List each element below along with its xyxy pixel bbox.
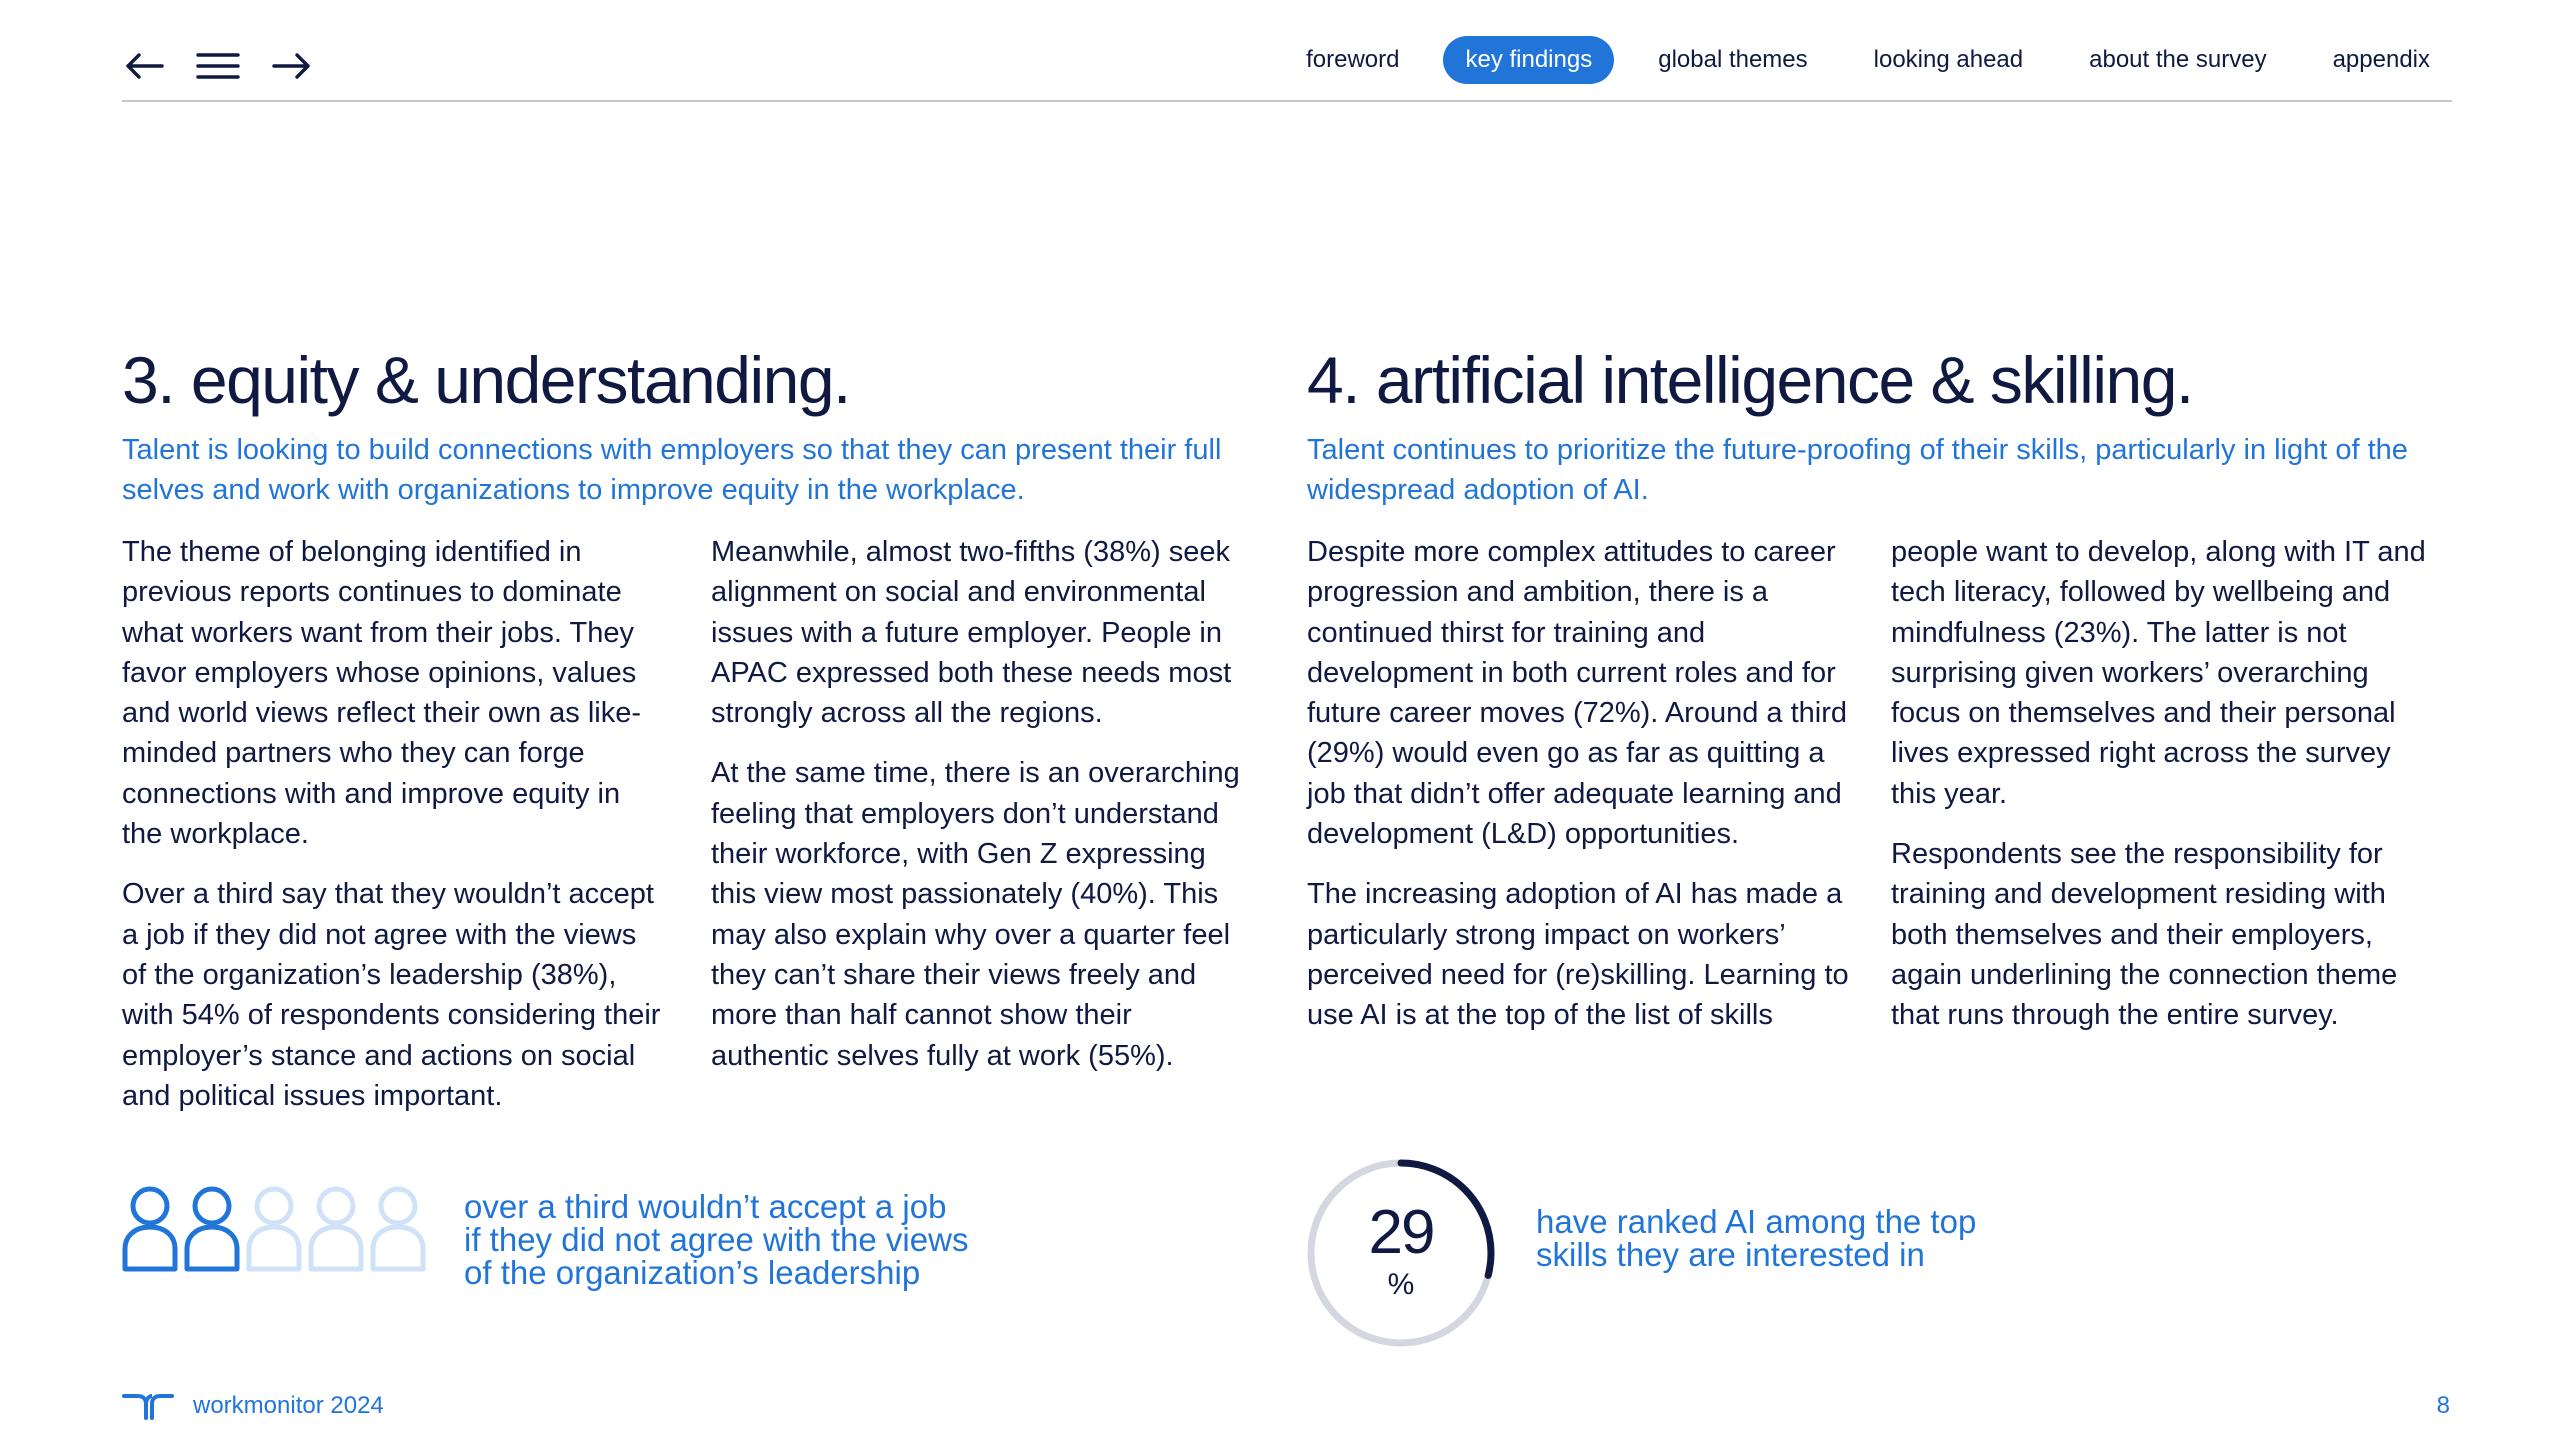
hamburger-menu-icon[interactable] [196, 48, 240, 84]
stat-caption-line: of the organization’s leadership [464, 1254, 921, 1291]
stat-caption-line: have ranked AI among the top [1536, 1203, 1977, 1240]
body-column-2 [711, 532, 1252, 1136]
person-icon [244, 1185, 304, 1273]
body-paragraph: Despite more complex attitudes to career progression and ambition, there is a continued thirst for training and development in both current roles and for future career moves (72%). Around a third (29%) would even go as far as quitting a job that didn’t offer adequate learning and development (L&D) opportunities. [1307, 536, 1847, 851]
page-number: 8 [2436, 1392, 2450, 1419]
stat-caption-line: skills they are interested in [1536, 1236, 1925, 1273]
arrow-right-icon[interactable] [270, 48, 314, 84]
arrow-left-icon[interactable] [122, 48, 166, 84]
body-columns [122, 532, 1252, 1136]
body-paragraph: The increasing adoption of AI has made a particularly strong impact on workers’ perceived need for (re)skilling. Learning to use AI is at the top of the list of skills [1307, 878, 1849, 1032]
tab-foreword[interactable]: foreword [1306, 46, 1400, 73]
person-icon [182, 1185, 242, 1273]
donut-unit: % [1387, 1268, 1415, 1301]
section-tabs [1262, 36, 2452, 84]
person-icon [120, 1185, 180, 1273]
body-column-1 [122, 532, 663, 1136]
section-lead: Talent is looking to build connections with employers so that they can present their full selves and work with organizations to improve equity in the workplace. [122, 434, 1222, 506]
stat-caption-ai [1536, 1205, 2096, 1271]
tab-about-the-survey[interactable]: about the survey [2089, 46, 2267, 73]
person-icon [368, 1185, 428, 1273]
section-equity-understanding [122, 340, 1252, 1136]
section-lead: Talent continues to prioritize the future-proofing of their skills, particularly in light of the widespread adoption of AI. [1307, 434, 2408, 506]
stat-caption-leadership [464, 1190, 1024, 1289]
body-columns [1307, 532, 2437, 1056]
body-paragraph: Meanwhile, almost two-fifths (38%) seek alignment on social and environmental issues with a future employer. People in APAC expressed both these needs most strongly across all the regions. [711, 536, 1232, 730]
nav-icon-group [122, 48, 314, 84]
tab-global-themes[interactable]: global themes [1658, 46, 1808, 73]
footer-label: workmonitor 2024 [193, 1392, 384, 1419]
stat-caption-line: if they did not agree with the views [464, 1221, 969, 1258]
tab-looking-ahead[interactable]: looking ahead [1873, 46, 2024, 73]
body-paragraph: At the same time, there is an overarching feeling that employers don’t understand their workforce, with Gen Z expressing this view most passionately (40%). This may also explain why over a quarter feel they can’t share their views freely and more than half cannot show their authentic selves fully at work (55%). [711, 757, 1240, 1072]
top-navigation-bar [122, 30, 2452, 102]
randstad-logo-icon [122, 1392, 174, 1420]
body-paragraph: Respondents see the responsibility for training and development residing with both themselves and their employers, again underlining the connection theme that runs through the entire survey. [1891, 838, 2398, 1032]
body-column-1 [1307, 532, 1853, 1056]
tab-appendix[interactable]: appendix [2332, 46, 2430, 73]
donut-value: 29 [1368, 1198, 1434, 1267]
body-column-2 [1891, 532, 2437, 1056]
stat-caption-line: over a third wouldn’t accept a job [464, 1188, 947, 1225]
body-paragraph: Over a third say that they wouldn’t accept a job if they did not agree with the views of the organization’s leadership (38%), with 54% of respondents considering their employer’s stance and actions on social and political issues important. [122, 878, 661, 1112]
people-pictogram [120, 1185, 428, 1273]
tab-key-findings[interactable]: key findings [1443, 36, 1614, 84]
person-icon [306, 1185, 366, 1273]
body-paragraph: people want to develop, along with IT and tech literacy, followed by wellbeing and mindfulness (23%). The latter is not surprising given workers’ overarching focus on themselves and their personal lives expressed right across the survey this year. [1891, 536, 2426, 810]
section-ai-skilling [1307, 340, 2437, 1056]
section-title: 4. artificial intelligence & skilling. [1307, 343, 2193, 417]
body-paragraph: The theme of belonging identified in previous reports continues to dominate what workers want from their jobs. They favor employers whose opinions, values and world views reflect their own as like-minded partners who they can forge connections with and improve equity in the workplace. [122, 536, 641, 851]
section-title: 3. equity & understanding. [122, 343, 850, 417]
